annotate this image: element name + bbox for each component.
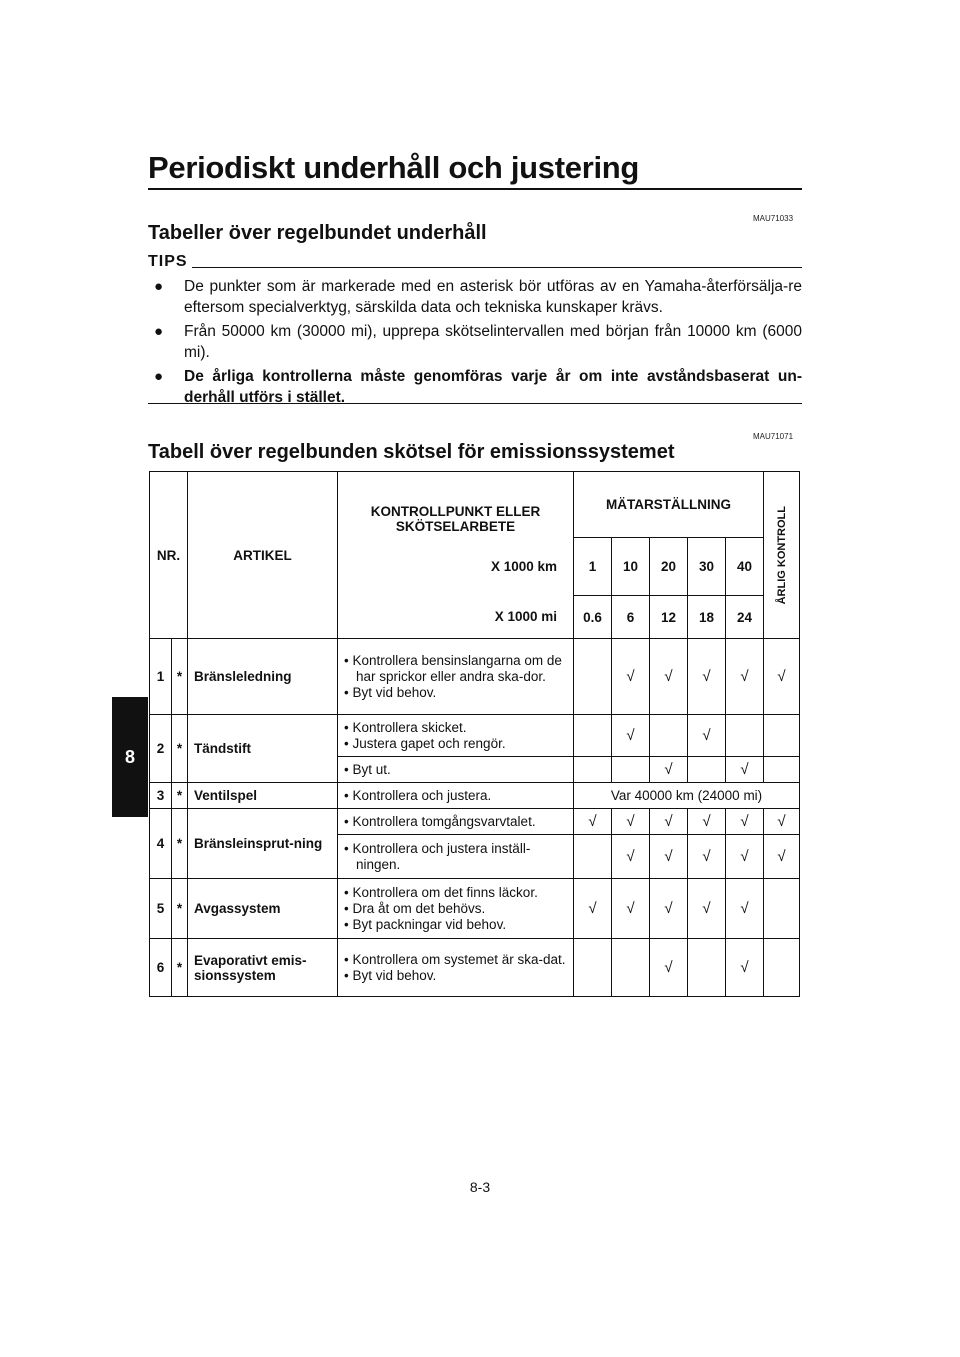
check-cell: √ xyxy=(612,879,650,939)
check-cell xyxy=(574,757,612,783)
mi-value: 18 xyxy=(688,596,726,639)
page-number: 8-3 xyxy=(469,1179,491,1195)
row-actions: • Kontrollera bensinslangarna om de har sprickor eller andra ska-dor. • Byt vid behov. xyxy=(338,639,574,715)
row-number: 3 xyxy=(150,783,172,809)
tips-divider xyxy=(192,267,802,268)
check-cell xyxy=(574,639,612,715)
km-label: X 1000 km xyxy=(338,538,574,596)
check-cell: √ xyxy=(688,639,726,715)
table-row xyxy=(150,809,800,835)
check-cell: √ xyxy=(726,757,764,783)
check-cell: √ xyxy=(574,879,612,939)
check-cell: √ xyxy=(650,835,688,879)
row-number: 5 xyxy=(150,879,172,939)
check-cell: √ xyxy=(650,879,688,939)
row-asterisk: * xyxy=(172,939,188,997)
tips-label: TIPS xyxy=(148,253,188,270)
check-cell: √ xyxy=(650,939,688,997)
check-cell xyxy=(688,757,726,783)
check-cell xyxy=(574,835,612,879)
table-row xyxy=(150,715,800,757)
check-cell: √ xyxy=(612,835,650,879)
row-actions: • Kontrollera tomgångsvarvtalet. xyxy=(338,809,574,835)
check-cell: √ xyxy=(764,639,800,715)
row-actions: • Kontrollera skicket. • Justera gapet och rengör. xyxy=(338,715,574,757)
header-item: ARTIKEL xyxy=(188,472,338,639)
check-cell: √ xyxy=(688,809,726,835)
check-cell: √ xyxy=(726,639,764,715)
row-item: Ventilspel xyxy=(188,783,338,809)
tips-item: ● De punkter som är markerade med en asterisk bör utföras av en Yamaha-återförsälja-re eftersom specialverktyg, särskilda data och tekniska kunskaper krävs. xyxy=(154,278,802,316)
table-row xyxy=(150,939,800,997)
mi-value: 12 xyxy=(650,596,688,639)
check-cell: √ xyxy=(650,757,688,783)
check-cell: √ xyxy=(726,879,764,939)
header-annual: ÅRLIG KONTROLL xyxy=(764,472,800,639)
row-asterisk: * xyxy=(172,783,188,809)
check-cell: √ xyxy=(688,715,726,757)
check-cell xyxy=(688,939,726,997)
section-code: MAU71071 xyxy=(753,432,794,441)
row-actions: • Byt ut. xyxy=(338,757,574,783)
bullet-dot-icon: ● xyxy=(154,278,164,295)
bullet-dot-icon: ● xyxy=(154,323,164,340)
row-number: 1 xyxy=(150,639,172,715)
tips-item: ● De årliga kontrollerna måste genomföras varje år om inte avståndsbaserat un-derhåll utförs i stället. xyxy=(154,368,802,406)
km-value: 1 xyxy=(574,538,612,596)
row-asterisk: * xyxy=(172,809,188,879)
check-cell: √ xyxy=(612,809,650,835)
interval-note: Var 40000 km (24000 mi) xyxy=(574,783,800,809)
row-asterisk: * xyxy=(172,879,188,939)
header-check: KONTROLLPUNKT ELLER SKÖTSELARBETE xyxy=(338,472,574,538)
row-number: 6 xyxy=(150,939,172,997)
check-cell xyxy=(574,715,612,757)
tips-list xyxy=(148,276,802,411)
check-cell xyxy=(612,939,650,997)
tips-item: ● Från 50000 km (30000 mi), upprepa skötselintervallen med början från 10000 km (6000 mi). xyxy=(154,323,802,361)
mi-label: X 1000 mi xyxy=(338,596,574,639)
check-cell xyxy=(764,939,800,997)
section-heading: Tabell över regelbunden skötsel för emissionssystemet xyxy=(148,441,675,463)
row-number: 2 xyxy=(150,715,172,783)
km-value: 30 xyxy=(688,538,726,596)
mi-value: 24 xyxy=(726,596,764,639)
km-value: 20 xyxy=(650,538,688,596)
row-item: Avgassystem xyxy=(188,879,338,939)
check-cell: √ xyxy=(688,879,726,939)
row-number: 4 xyxy=(150,809,172,879)
header-odometer: MÄTARSTÄLLNING xyxy=(574,472,764,538)
row-asterisk: * xyxy=(172,639,188,715)
mi-value: 6 xyxy=(612,596,650,639)
chapter-tab: 8 xyxy=(112,697,148,817)
check-cell xyxy=(726,715,764,757)
page-title: Periodiskt underhåll och justering xyxy=(148,150,802,190)
check-cell: √ xyxy=(726,939,764,997)
row-actions: • Kontrollera och justera. xyxy=(338,783,574,809)
row-actions: • Kontrollera om systemet är ska-dat. • Byt vid behov. xyxy=(338,939,574,997)
section-code: MAU71033 xyxy=(753,214,794,223)
row-asterisk: * xyxy=(172,715,188,783)
tips-bottom-rule xyxy=(148,403,802,404)
row-item: Bränsleinsprut-ning xyxy=(188,809,338,879)
table-row xyxy=(150,783,800,809)
table-row xyxy=(150,879,800,939)
row-actions: • Kontrollera om det finns läckor. • Dra åt om det behövs. • Byt packningar vid behov. xyxy=(338,879,574,939)
check-cell xyxy=(612,757,650,783)
check-cell: √ xyxy=(764,835,800,879)
check-cell: √ xyxy=(612,639,650,715)
check-cell: √ xyxy=(650,639,688,715)
mi-value: 0.6 xyxy=(574,596,612,639)
check-cell xyxy=(764,715,800,757)
row-item: Evaporativt emis-sionssystem xyxy=(188,939,338,997)
header-nr: NR. xyxy=(150,472,188,639)
row-item: Bränsleledning xyxy=(188,639,338,715)
section-heading: Tabeller över regelbundet underhåll xyxy=(148,222,487,244)
table-row xyxy=(150,639,800,715)
bullet-dot-icon: ● xyxy=(154,368,164,385)
tips-header xyxy=(148,254,802,270)
check-cell xyxy=(764,879,800,939)
row-actions: • Kontrollera och justera inställ-ningen. xyxy=(338,835,574,879)
check-cell: √ xyxy=(726,835,764,879)
km-value: 40 xyxy=(726,538,764,596)
check-cell: √ xyxy=(688,835,726,879)
check-cell xyxy=(574,939,612,997)
check-cell: √ xyxy=(726,809,764,835)
check-cell: √ xyxy=(612,715,650,757)
emission-maintenance-table xyxy=(149,471,800,997)
check-cell xyxy=(650,715,688,757)
check-cell xyxy=(764,757,800,783)
km-value: 10 xyxy=(612,538,650,596)
check-cell: √ xyxy=(764,809,800,835)
check-cell: √ xyxy=(574,809,612,835)
row-item: Tändstift xyxy=(188,715,338,783)
check-cell: √ xyxy=(650,809,688,835)
